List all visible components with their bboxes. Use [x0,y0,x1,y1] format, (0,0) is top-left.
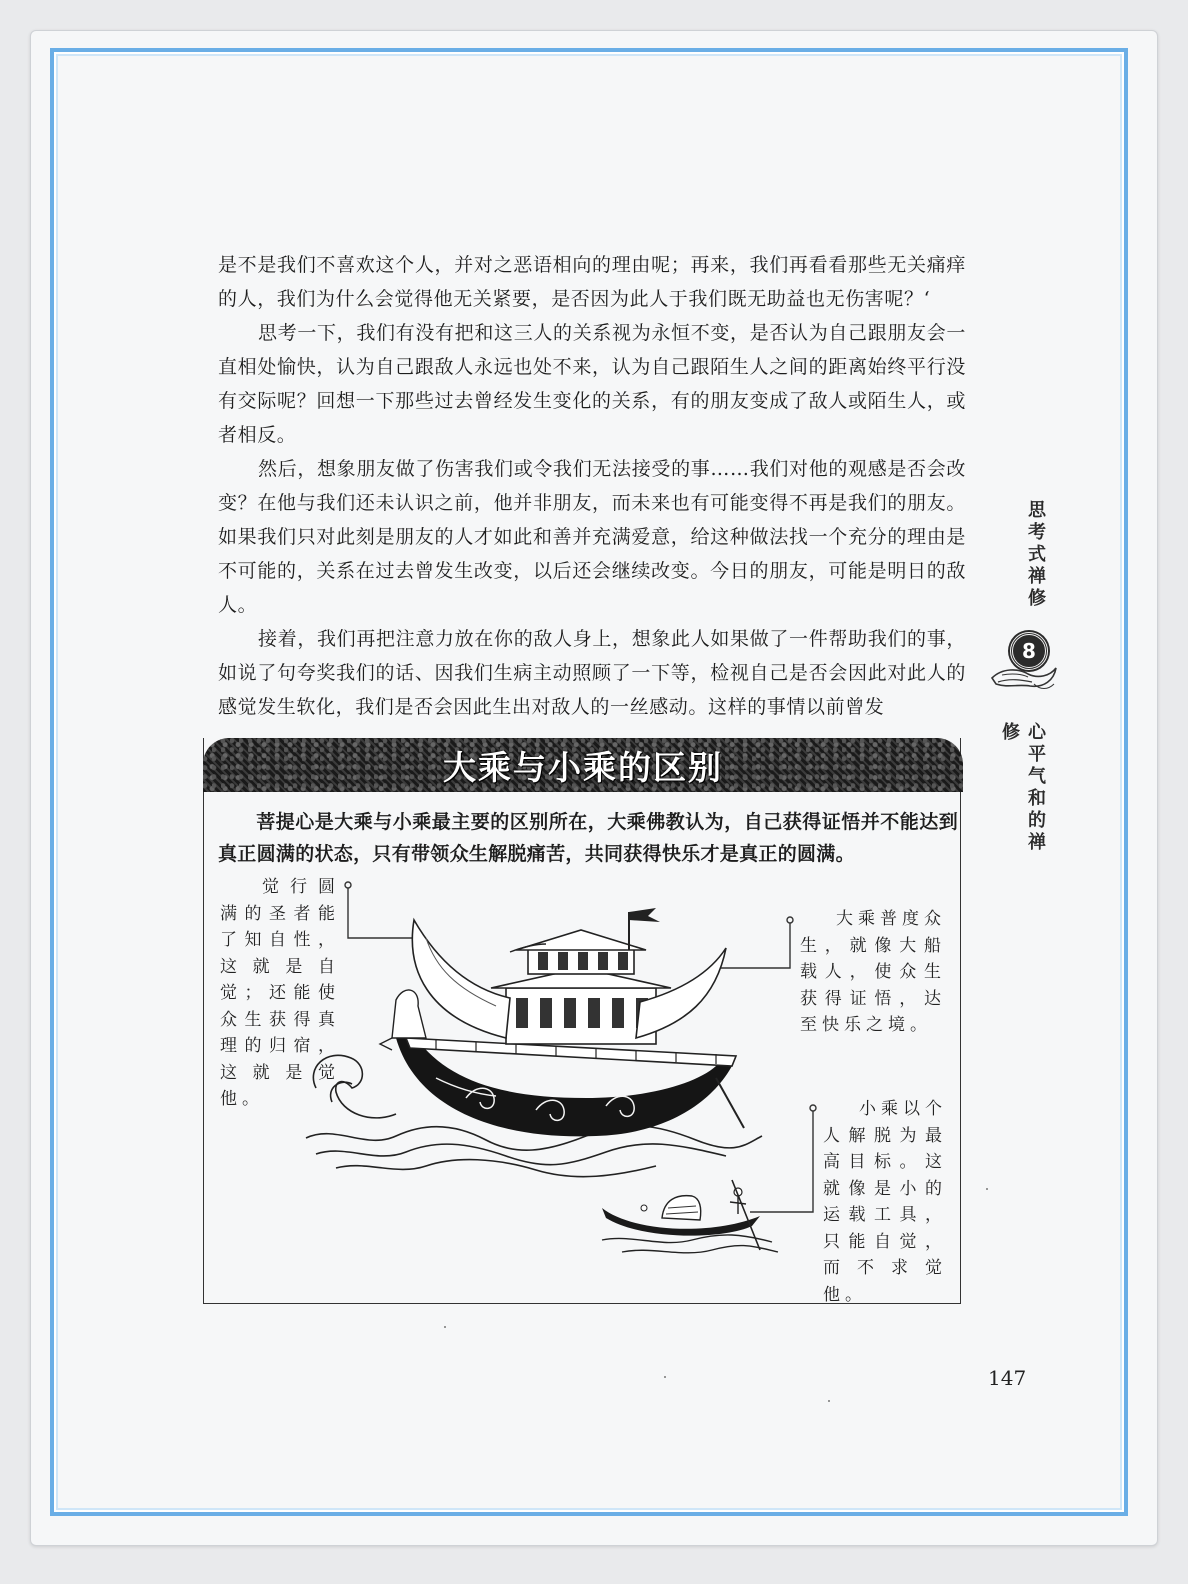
paragraph-4: 接着，我们再把注意力放在你的敌人身上，想象此人如果做了一件帮助我们的事，如说了句夸奖我们的话、因我们生病主动照顾了一下等，检视自己是否会因此对此人的感觉发生软化，我们是否会因此生出对敌人的一丝感动。这样的事情以前曾发 [218,628,966,718]
callout-2-text: 大乘普度众生，就像大船载人，使众生获得证悟，达至快乐之境。 [800,909,946,1035]
paragraph-3: 然后，想象朋友做了伤害我们或令我们无法接受的事……我们对他的观感是否会改变？在他与我们还未认识之前，他并非朋友，而未来也有可能变得不再是我们的朋友。如果我们只对此刻是朋友的人才如此和善并充满爱意，给这种做法找一个充分的理由是不可能的，关系在过去曾发生改变，以后还会继续改变。今日的朋友，可能是明日的敌人。 [218,458,966,616]
running-header-section: 思考式禅修 [1025,500,1046,610]
paragraph-2: 思考一下，我们有没有把和这三人的关系视为永恒不变，是否认为自己跟朋友会一直相处愉快，认为自己跟敌人永远也处不来，认为自己跟陌生人之间的距离始终平行没有交际呢？回想一下那些过去曾经发生变化的关系，有的朋友变成了敌人或陌生人，或者相反。 [218,322,966,446]
scan-speck [986,1188,988,1190]
small-boat-icon [592,1178,782,1258]
running-header-chapter: 心平气和的禅修 [999,722,1046,854]
figure-intro-text: 菩提心是大乘与小乘最主要的区别所在，大乘佛教认为，自己获得证悟并不能达到真正圆满的状态，只有带领众生解脱痛苦，共同获得快乐才是真正的圆满。 [218,811,958,865]
chapter-number-badge: 8 [1010,632,1048,670]
scan-speck [664,1376,666,1378]
figure-title: 大乘与小乘的区别 [443,748,723,787]
paragraph-1: 是不是我们不喜欢这个人，并对之恶语相向的理由呢；再来，我们再看看那些无关痛痒的人，我们为什么会觉得他无关紧要，是否因为此人于我们既无助益也无伤害呢？‘ [218,254,966,310]
callout-1-text: 觉行圆满的圣者能了知自性，这就是自觉；还能使众生获得真理的归宿，这就是觉他。 [220,877,340,1109]
scan-speck [444,1326,446,1328]
page-number: 147 [988,1366,1027,1390]
callout-3-text: 小乘以个人解脱为最高目标。这就像是小的运载工具，只能自觉，而不求觉他。 [823,1099,947,1305]
scan-speck [828,1400,830,1402]
large-ship-icon [296,888,766,1178]
